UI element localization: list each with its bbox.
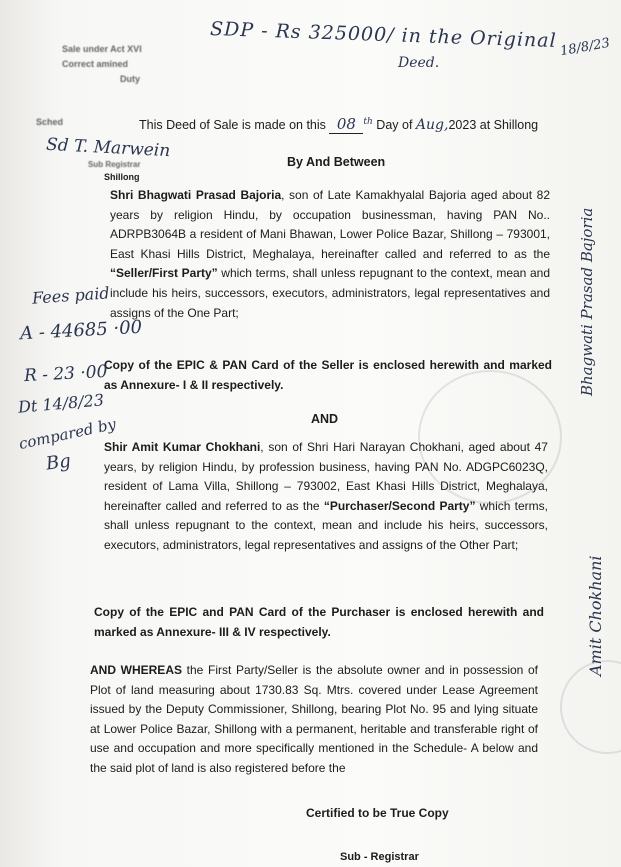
purchaser-annex-note: Copy of the EPIC and PAN Card of the Purchaser is enclosed herewith and marked as Annexure- III & IV respectively. (94, 605, 544, 639)
sub-registrar-signature: Sd T. Marwein (45, 134, 171, 162)
stamp-line-3: Duty (120, 74, 140, 84)
by-and-between-heading: By And Between (287, 155, 386, 169)
and-separator: AND (310, 412, 339, 426)
margin-receipt-a: A - 44685 ·00 (19, 316, 143, 345)
purchaser-name: Shir Amit Kumar Chokhani (104, 440, 261, 454)
stamp-line-1: Sale under Act XVI (62, 44, 142, 54)
margin-compared-by: compared by (17, 414, 118, 454)
sub-registrar-place: Shillong (104, 172, 140, 182)
purchaser-text-2: which terms, shall unless repugnant to the context, mean and include his heirs, successors, executors, administrators, legal representatives and assigns of the Other Part; (104, 498, 548, 552)
handwritten-initial-date: 18/8/23 (559, 35, 612, 60)
purchaser-text: , son of Shri Hari Narayan Chokhani, aged about 47 years, by religion Hindu, by profession business, having PAN No. ADGPC6023Q, resident of Lama Villa, Shillong – 793002, East Khasi Hills District, Meghalaya, hereinafter called and referred to as the (104, 440, 548, 513)
seller-vertical-signature: Bhagwati Prasad Bajoria (578, 207, 596, 396)
seller-text: , son of Late Kamakhyalal Bajoria aged about 82 years by religion Hindu, by occupation businessman, having PAN No.. ADRPB3064B a resident of Mani Bhawan, Lower Police Bazar, Shillong – 793001, East Khasi Hills District, Meghalaya, hereinafter called and referred to as the (110, 188, 550, 261)
purchaser-paragraph (104, 438, 548, 556)
sub-registrar-small-label: Sub Registrar (88, 160, 141, 169)
margin-compared-signature: Bg (44, 450, 73, 475)
margin-receipt-r: R - 23 ·00 (23, 361, 108, 387)
stamp-line-6: Sched (36, 117, 64, 127)
seller-paragraph (110, 186, 550, 323)
deed-month: Aug, (415, 117, 449, 133)
deed-opening-prefix: This Deed of Sale is made on this (139, 118, 326, 132)
stamp-line-2: Correct amined (62, 59, 129, 69)
margin-fees-paid: Fees paid (31, 283, 111, 308)
deed-year-place: 2023 at Shillong (448, 118, 539, 132)
whereas-paragraph (90, 661, 538, 779)
whereas-text: the First Party/Seller is the absolute owner and in possession of Plot of land measuring about 1730.83 Sq. Mtrs. covered under Lease Agreement issued by the Deputy Commissioner, Shillong, bearing Plot No. 95 and lying situate at Lower Police Bazar, Shillong with a permanent, heritable and transferable right of use and occupation and more specifically mentioned in the Schedule- A below and the said plot of land is also registered before the (90, 663, 539, 775)
handwritten-sdp-note: SDP - Rs 325000/ in the Original (209, 17, 558, 53)
handwritten-deed-word: Deed. (398, 55, 440, 71)
seller-name: Shri Bhagwati Prasad Bajoria (110, 188, 282, 202)
certified-true-copy-stamp: Certified to be True Copy (306, 806, 449, 820)
purchaser-vertical-signature: Amit Chokhani (586, 555, 605, 676)
deed-opening-line (139, 115, 538, 134)
seller-text-2: which terms, shall unless repugnant to the context, mean and include his heirs, successors, executors, administrators, legal representatives and assigns of the One Part; (110, 266, 550, 320)
seller-role: “Seller/First Party” (110, 266, 218, 281)
purchaser-role: “Purchaser/Second Party” (323, 498, 476, 513)
whereas-lead: AND WHEREAS (90, 663, 182, 677)
seller-annex-note: Copy of the EPIC & PAN Card of the Seller is enclosed herewith and marked as Annexure- I & II respectively. (104, 358, 552, 392)
margin-date: Dt 14/8/23 (17, 390, 105, 417)
deed-day: 08 (329, 115, 363, 134)
deed-day-suffix: th (363, 116, 373, 127)
sub-registrar-bottom-stamp: Sub - Registrar (340, 851, 419, 863)
deed-opening-mid: Day of (376, 118, 413, 132)
